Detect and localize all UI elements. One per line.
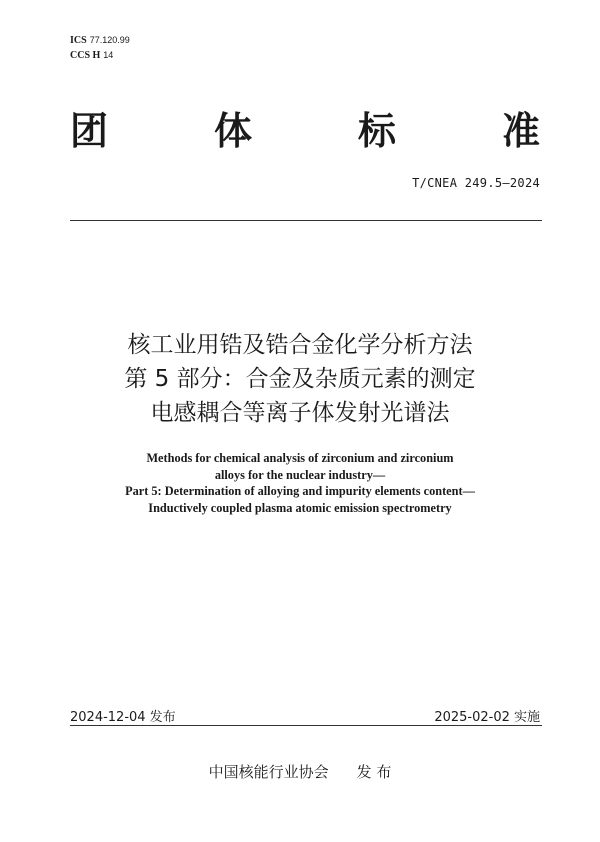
standard-type-heading	[70, 108, 540, 154]
issuer-action: 发 布	[356, 763, 392, 781]
top-divider	[70, 220, 542, 221]
english-title	[0, 450, 600, 516]
chinese-title-line: 核工业用锆及锆合金化学分析方法	[127, 332, 473, 358]
chinese-title-line: 第 5 部分：合金及杂质元素的测定	[124, 366, 476, 392]
issuing-organization	[0, 761, 600, 782]
chinese-title-line: 电感耦合等离子体发射光谱法	[150, 400, 450, 426]
implement-date: 2025-02-02 实施	[434, 710, 540, 725]
bottom-divider	[70, 725, 542, 726]
standard-number: T/CNEA 249.5—2024	[412, 176, 540, 190]
classification-codes	[70, 33, 130, 63]
english-title-line: Part 5: Determination of alloying and impurity elements content—	[125, 484, 475, 498]
english-title-line: Methods for chemical analysis of zirconium and zirconium	[146, 451, 454, 465]
standard-type-char: 体	[213, 108, 252, 153]
english-title-line: Inductively coupled plasma atomic emission spectrometry	[148, 500, 452, 515]
english-title-line: alloys for the nuclear industry—	[214, 467, 386, 482]
ics-code: ICS 77.120.99	[70, 35, 130, 46]
standard-type-char: 团	[70, 108, 109, 153]
standard-type-char: 准	[501, 108, 540, 153]
ccs-code: CCS H 14	[70, 50, 114, 61]
standard-type-char: 标	[357, 108, 396, 153]
issuer-name: 中国核能行业协会	[208, 763, 329, 781]
chinese-title	[0, 328, 600, 430]
publish-date: 2024-12-04 发布	[70, 710, 176, 725]
